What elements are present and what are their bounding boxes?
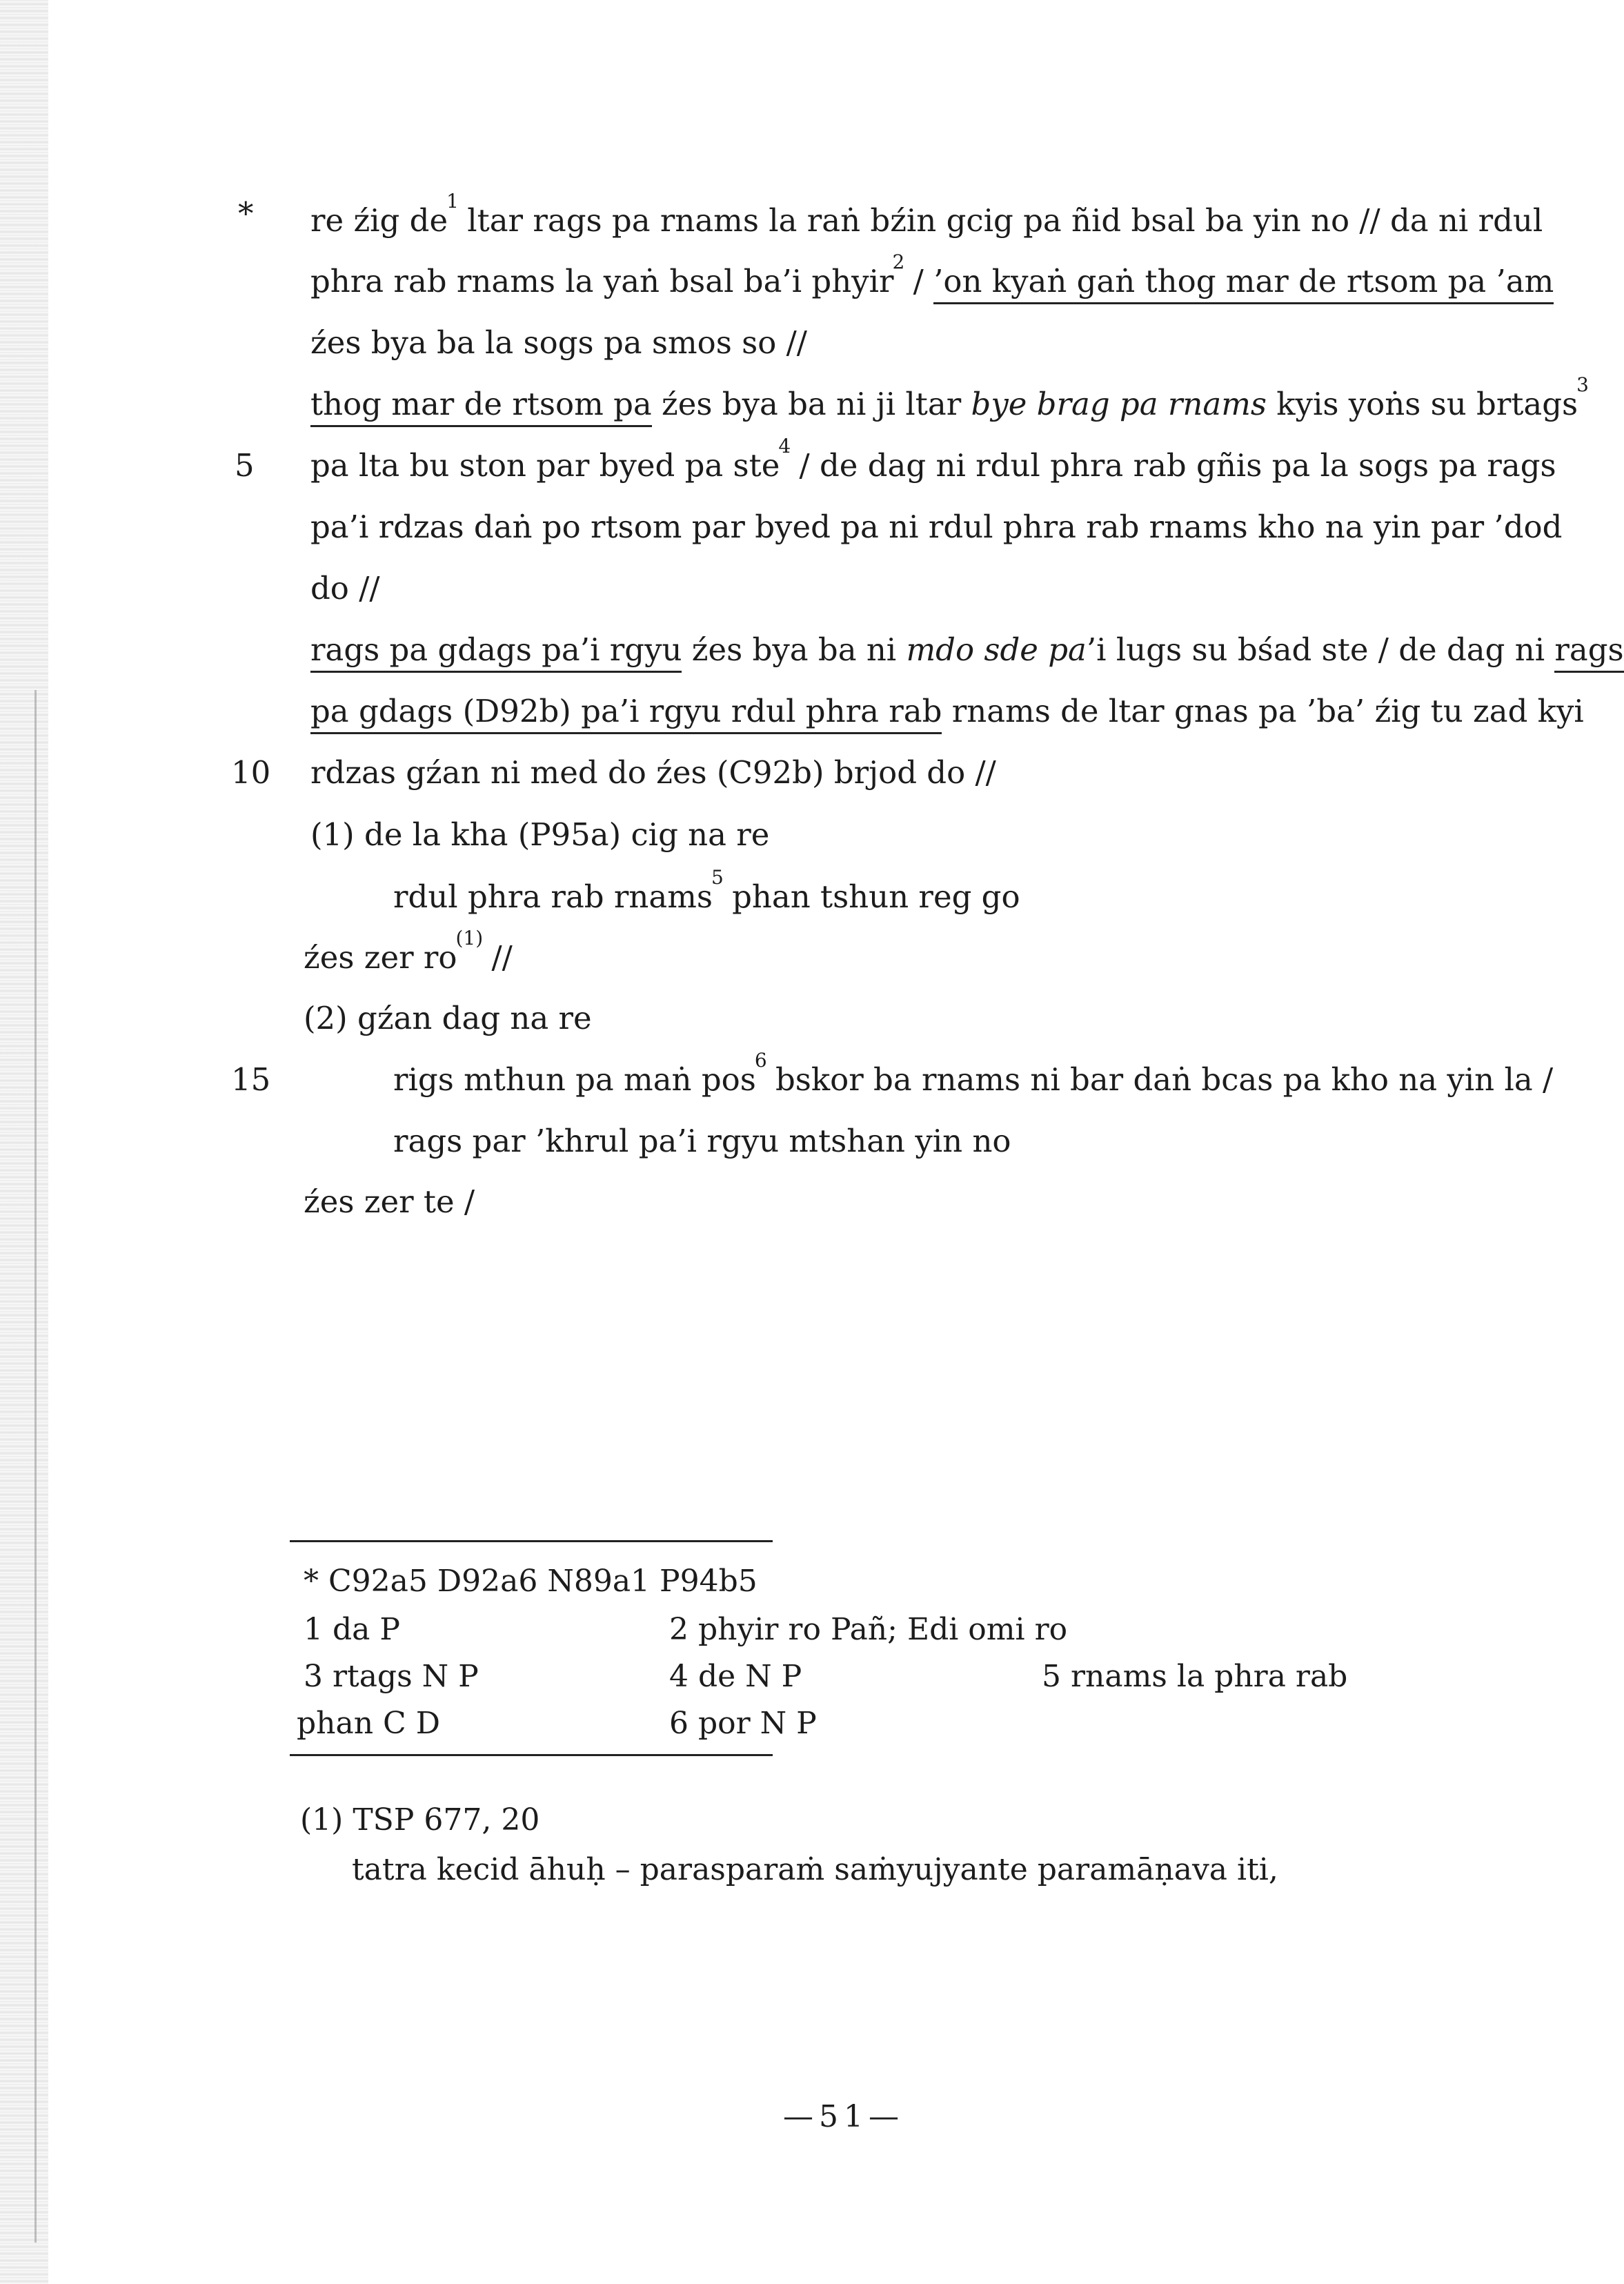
apparatus-top-rule <box>290 1540 773 1542</box>
apparatus-note-2: 2 phyir ro Pañ; Edi omi ro <box>669 1612 1068 1647</box>
text-line-11: (1) de la kha (P95a) cig na re <box>310 816 770 853</box>
apparatus-note-1: 1 da P <box>304 1612 400 1647</box>
asterisk-marker: * <box>238 195 254 232</box>
footnote-ref-6: 6 <box>754 1049 767 1072</box>
text-line-2: phra rab rnams la yaṅ bsal ba’i phyir$^2$ / ’on kyaṅ gaṅ thog mar de rtsom pa ’am <box>310 261 1554 306</box>
text-line-4: thog mar de rtsom pa źes bya ba ni ji ltar bye brag pa rnams kyis yoṅs su brtags$^3$ <box>310 384 1587 429</box>
text-line-3: źes bya ba la sogs pa smos so // <box>310 324 807 361</box>
text-line-5: pa lta bu ston par byed pa ste$^4$ / de dag ni rdul phra rab gñis pa la sogs pa rags <box>310 435 1556 484</box>
page-number: —51— <box>783 2099 904 2134</box>
footnote-ref-1: 1 <box>446 190 459 213</box>
note-ref-1: (1) <box>455 927 484 949</box>
text-line-17: źes zer te / <box>304 1183 475 1220</box>
underlined-lemma: rags pa gdags pa’i rgyu <box>310 631 682 673</box>
text-line-1: re źig $de^1$ ltar rags pa rnams la raṅ bźin gcig pa ñid bsal ba yin no // da ni rdul <box>310 190 1543 239</box>
text-line-6: pa’i rdzas daṅ po rtsom par byed pa ni rdul phra rab rnams kho na yin par ’dod <box>310 509 1563 545</box>
footnote-ref-3: 3 <box>1576 373 1589 396</box>
text-line-15: rigs mthun pa maṅ pos$^6$ bskor ba rnams ni bar daṅ bcas pa kho na yin la / <box>393 1049 1554 1098</box>
italic-term: mdo sde pa <box>906 631 1087 668</box>
line-number-15: 15 <box>231 1061 271 1098</box>
scan-edge-line <box>34 690 37 2243</box>
note-text: tatra kecid āhuḥ – parasparaṁ saṁyujyante paramāṇava iti, <box>352 1852 1278 1887</box>
apparatus-note-5: 5 rnams la phra rab <box>1042 1659 1348 1694</box>
footnote-ref-4: 4 <box>778 435 791 457</box>
text-line-7: do // <box>310 570 380 607</box>
line-number-5: 5 <box>235 447 255 484</box>
underlined-lemma: thog mar de rtsom pa <box>310 386 652 427</box>
underlined-lemma: pa gdags (D92b) pa’i rgyu rdul phra rab <box>310 693 942 734</box>
text-line-8: rags pa gdags pa’i rgyu źes bya ba ni mdo sde pa’i lugs su bśad ste / de dag ni rags <box>310 629 1624 671</box>
underlined-lemma: ’on kyaṅ gaṅ thog mar de rtsom pa ’am <box>933 263 1554 304</box>
scan-shadow-edge <box>0 0 48 2284</box>
apparatus-note-5-cont: phan C D <box>297 1706 440 1741</box>
text-line-14: (2) gźan dag na re <box>304 1000 592 1036</box>
italic-term: bye brag pa rnams <box>971 386 1267 422</box>
underlined-lemma: rags <box>1554 631 1623 673</box>
text-line-16: rags par ’khrul pa’i rgyu mtshan yin no <box>393 1123 1011 1159</box>
footnote-ref-2: 2 <box>892 250 905 273</box>
apparatus-sigla: * C92a5 D92a6 N89a1 P94b5 <box>304 1564 757 1599</box>
text-line-13: źes zer $ro^{(1)}$ // <box>304 927 513 976</box>
line-number-10: 10 <box>231 754 271 791</box>
footnote-ref-5: 5 <box>711 866 724 889</box>
text-line-10: rdzas gźan ni med do źes (C92b) brjod do // <box>310 754 996 791</box>
apparatus-note-6: 6 por N P <box>669 1706 817 1741</box>
text-line-9: pa gdags (D92b) pa’i rgyu rdul phra rab rnams de ltar gnas pa ’ba’ źig tu zad kyi <box>310 691 1584 732</box>
note-reference: (1) TSP 677, 20 <box>300 1802 540 1838</box>
apparatus-note-4: 4 de N P <box>669 1659 802 1694</box>
text-line-12: rdul phra rab rnams$^5$ phan tshun reg go <box>393 866 1020 915</box>
apparatus-note-3: 3 rtags N P <box>304 1659 479 1694</box>
apparatus-bottom-rule <box>290 1754 773 1756</box>
